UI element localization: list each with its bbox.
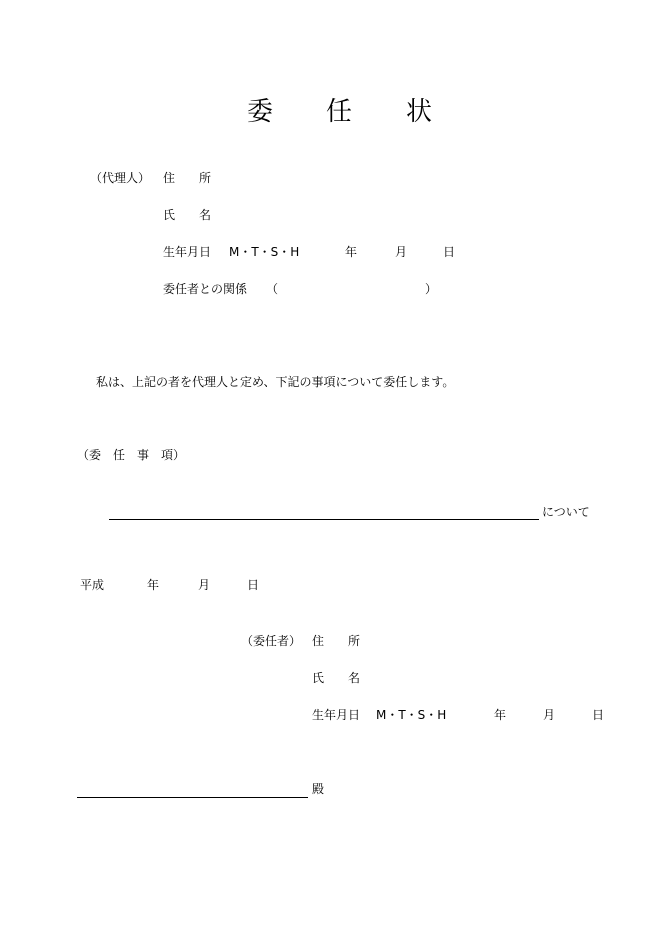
principal-name-label: 氏 名 — [312, 671, 361, 685]
date-era: 平成 — [80, 578, 105, 592]
agent-relation-open-paren: （ — [266, 282, 279, 296]
addressee-name-line — [77, 797, 308, 798]
principal-birthdate-label: 生年月日 — [312, 708, 361, 722]
date-day-label: 日 — [247, 578, 260, 592]
matters-heading: （委 任 事 項） — [77, 448, 186, 462]
agent-era-options: M・T・S・H — [229, 245, 300, 259]
agent-birthdate-label: 生年月日 — [163, 245, 212, 259]
agent-year-label: 年 — [345, 245, 358, 259]
date-month-label: 月 — [198, 578, 211, 592]
title-char-1: 委 — [247, 97, 274, 127]
agent-month-label: 月 — [395, 245, 408, 259]
matters-suffix: について — [542, 505, 590, 519]
principal-era-options: M・T・S・H — [376, 708, 447, 722]
principal-section-label: （委任者） — [241, 634, 302, 648]
principal-month-label: 月 — [543, 708, 556, 722]
principal-year-label: 年 — [494, 708, 507, 722]
agent-name-label: 氏 名 — [163, 208, 212, 222]
principal-day-label: 日 — [592, 708, 605, 722]
title-char-2: 任 — [326, 97, 353, 127]
agent-section-label: （代理人） — [90, 171, 151, 185]
agent-address-label: 住 所 — [163, 171, 212, 185]
principal-address-label: 住 所 — [312, 634, 361, 648]
agent-day-label: 日 — [443, 245, 456, 259]
matters-entry-line — [109, 519, 539, 520]
delegation-statement: 私は、上記の者を代理人と定め、下記の事項について委任します。 — [96, 375, 455, 389]
agent-relation-label: 委任者との関係 — [163, 282, 248, 296]
addressee-honorific: 殿 — [312, 782, 325, 796]
date-year-label: 年 — [147, 578, 160, 592]
agent-relation-close-paren: ） — [425, 282, 438, 296]
title-char-3: 状 — [406, 97, 433, 127]
